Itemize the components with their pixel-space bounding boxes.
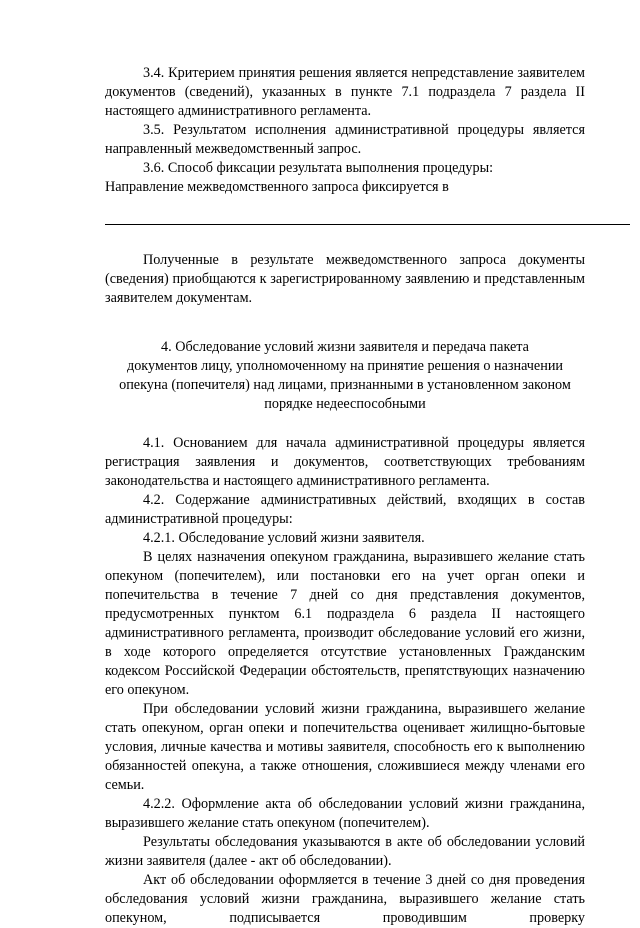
paragraph-appointment-purpose: В целях назначения опекуном гражданина, выразившего желание стать опекуном (попечителем), или постановки его на учет орган опеки и попечительства в течение 7 дней со дня представления документов, предусмотренных пунктом 6.1 подраздела 6 раздела II настоящего административного регламента, производит обследование условий его жизни, в ходе которого определяется отсутствие установленных Гражданским кодексом Российской Федерации обстоятельств, препятствующих назначению его опекуном. (105, 549, 585, 698)
paragraph-4-2-1: 4.2.1. Обследование условий жизни заявителя. (143, 530, 425, 546)
heading-line: порядке недееспособными (264, 396, 426, 412)
paragraph-4-2: 4.2. Содержание административных действий, входящих в состав административной процедуры: (105, 492, 585, 527)
document-body (105, 64, 585, 928)
heading-line: 4. Обследование условий жизни заявителя и передача пакета (161, 339, 529, 355)
fixation-line-text: Направление межведомственного запроса фиксируется в (105, 179, 449, 195)
blank-fill-line (105, 223, 630, 225)
paragraph-3-6: 3.6. Способ фиксации результата выполнения процедуры: (143, 160, 494, 176)
paragraph-inspection-results: Результаты обследования указываются в акте об обследовании условий жизни заявителя (далее - акт об обследовании). (105, 834, 585, 869)
paragraph-4-2-2: 4.2.2. Оформление акта об обследовании условий жизни гражданина, выразившего желание стать опекуном (попечителем). (105, 796, 585, 831)
paragraph-4-1: 4.1. Основанием для начала административной процедуры является регистрация заявления и документов, соответствующих требованиям законодательства и настоящего административного регламента. (105, 435, 585, 489)
heading-line: документов лицу, уполномоченному на принятие решения о назначении (126, 358, 564, 374)
paragraph-3-5: 3.5. Результатом исполнения административной процедуры является направленный межведомственный запрос. (105, 122, 585, 157)
section-4-heading (105, 338, 585, 414)
paragraph-act-preparation: Акт об обследовании оформляется в течение 3 дней со дня проведения обследования условий жизни гражданина, выразившего желание стать опекуном, подписывается проводившим проверку (105, 872, 585, 926)
paragraph-3-4: 3.4. Критерием принятия решения является непредставление заявителем документов (сведений), указанных в пункте 7.1 подраздела 7 раздела II настоящего административного регламента. (105, 65, 585, 119)
paragraph-inspection-assessment: При обследовании условий жизни гражданина, выразившего желание стать опекуном, орган опеки и попечительства оценивает жилищно-бытовые условия, личные качества и мотивы заявителя, способность его к выполнению обязанностей опекуна, а также отношения, сложившиеся между членами его семьи. (105, 701, 585, 793)
heading-line: опекуна (попечителя) над лицами, признанными в установленном законом (119, 377, 571, 393)
received-documents-paragraph: Полученные в результате межведомственного запроса документы (сведения) приобщаются к зарегистрированному заявлению и представленным заявителем документам. (105, 252, 585, 306)
